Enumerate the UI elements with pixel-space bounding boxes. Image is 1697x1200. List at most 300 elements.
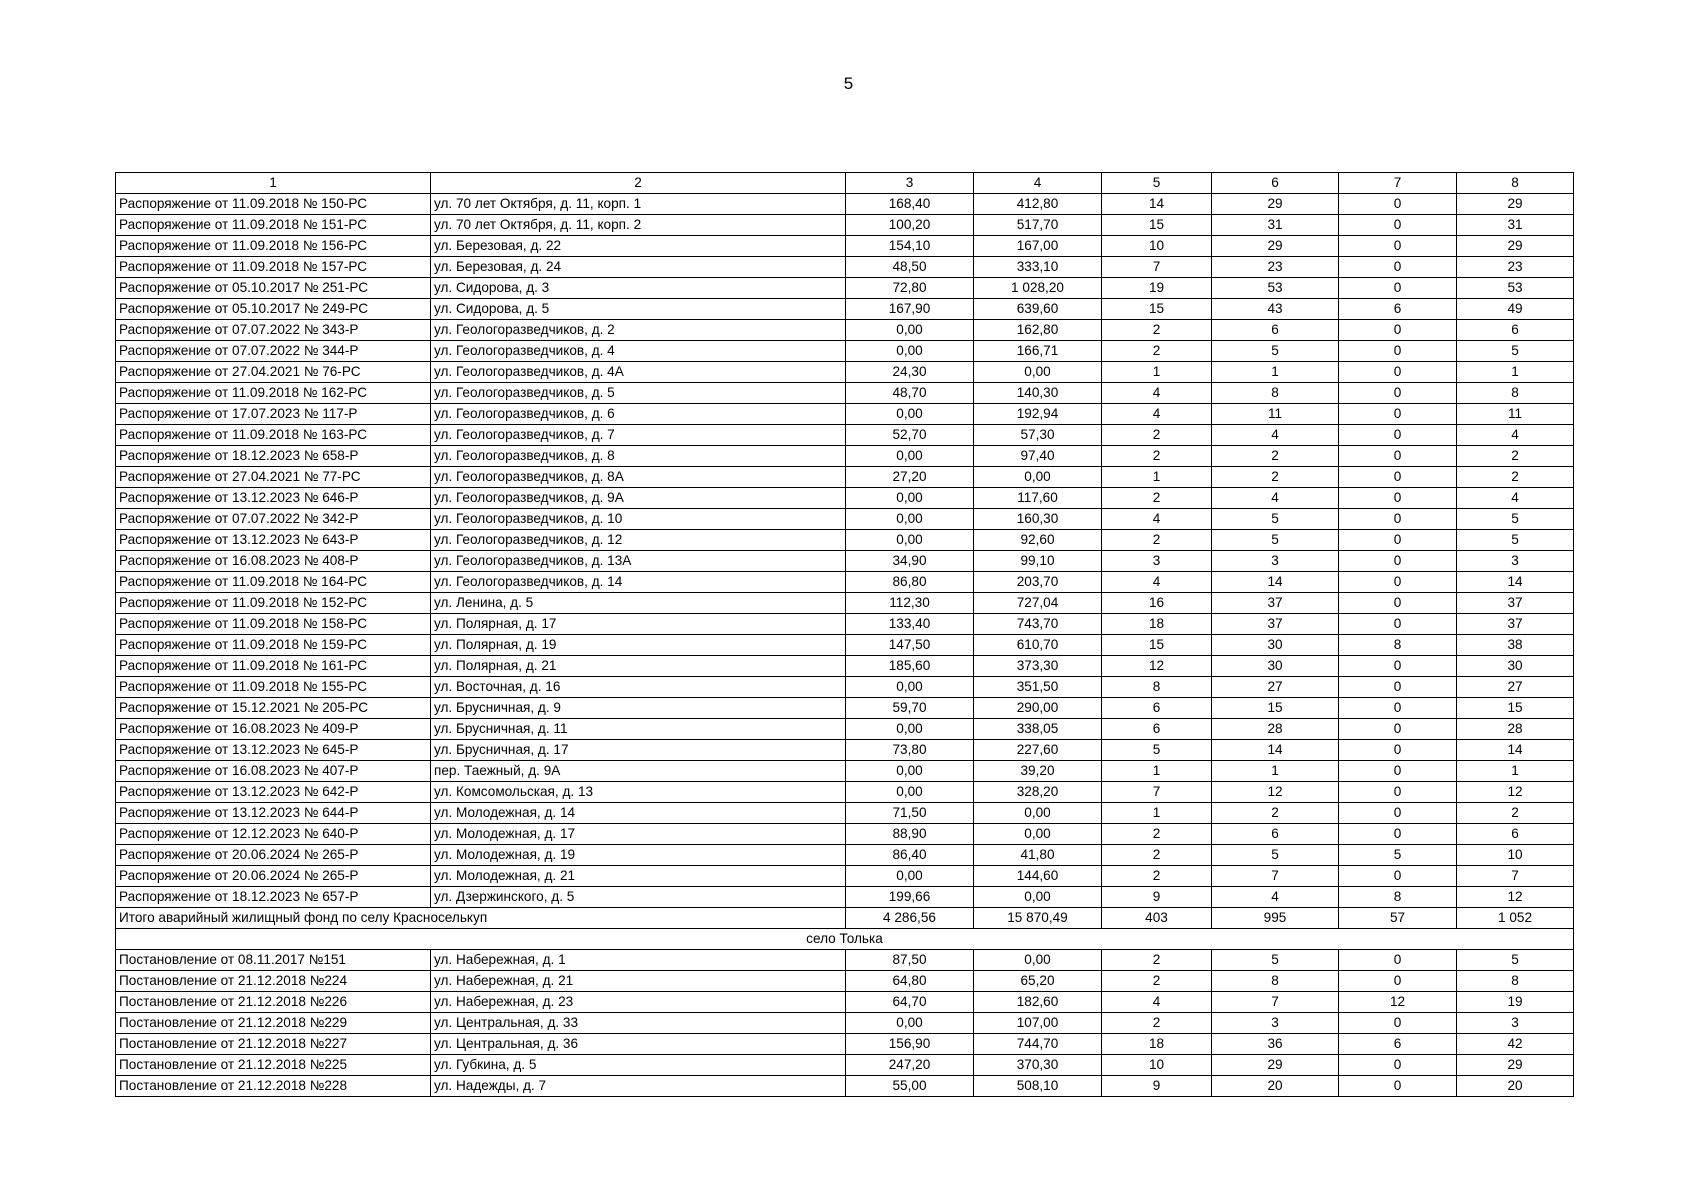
- address-cell: ул. Ленина, д. 5: [431, 593, 846, 614]
- value-cell: 160,30: [974, 509, 1102, 530]
- value-cell: 112,30: [846, 593, 974, 614]
- count-cell: 36: [1212, 1034, 1339, 1055]
- count-cell: 49: [1457, 299, 1574, 320]
- count-cell: 0: [1339, 278, 1457, 299]
- table-row: [116, 824, 1574, 845]
- value-cell: 140,30: [974, 383, 1102, 404]
- section-row: [116, 929, 1574, 950]
- count-cell: 0: [1339, 446, 1457, 467]
- table-row: [116, 782, 1574, 803]
- count-cell: 7: [1212, 866, 1339, 887]
- count-cell: 6: [1212, 320, 1339, 341]
- table-row: [116, 740, 1574, 761]
- count-cell: 6: [1457, 320, 1574, 341]
- value-cell: 192,94: [974, 404, 1102, 425]
- count-cell: 0: [1339, 341, 1457, 362]
- count-cell: 8: [1339, 635, 1457, 656]
- value-cell: 0,00: [846, 488, 974, 509]
- count-cell: 37: [1212, 614, 1339, 635]
- count-cell: 12: [1457, 887, 1574, 908]
- count-cell: 28: [1212, 719, 1339, 740]
- count-cell: 2: [1457, 446, 1574, 467]
- document-cell: Распоряжение от 11.09.2018 № 156-РС: [116, 236, 431, 257]
- count-cell: 15: [1457, 698, 1574, 719]
- value-cell: 744,70: [974, 1034, 1102, 1055]
- value-cell: 154,10: [846, 236, 974, 257]
- value-cell: 203,70: [974, 572, 1102, 593]
- document-cell: Распоряжение от 16.08.2023 № 407-Р: [116, 761, 431, 782]
- value-cell: 86,80: [846, 572, 974, 593]
- count-cell: 2: [1457, 803, 1574, 824]
- table-row: [116, 803, 1574, 824]
- section-title: село Толька: [116, 929, 1574, 950]
- count-cell: 6: [1212, 824, 1339, 845]
- value-cell: 64,70: [846, 992, 974, 1013]
- document-cell: Распоряжение от 18.12.2023 № 657-Р: [116, 887, 431, 908]
- count-cell: 0: [1339, 236, 1457, 257]
- value-cell: 0,00: [846, 761, 974, 782]
- document-cell: Распоряжение от 11.09.2018 № 157-РС: [116, 257, 431, 278]
- table-row: [116, 845, 1574, 866]
- count-cell: 2: [1102, 1013, 1212, 1034]
- document-cell: Распоряжение от 15.12.2021 № 205-РС: [116, 698, 431, 719]
- count-cell: 1: [1102, 362, 1212, 383]
- address-cell: ул. Березовая, д. 24: [431, 257, 846, 278]
- total-value: 4 286,56: [846, 908, 974, 929]
- value-cell: 227,60: [974, 740, 1102, 761]
- document-cell: Распоряжение от 11.09.2018 № 163-РС: [116, 425, 431, 446]
- document-cell: Распоряжение от 27.04.2021 № 77-РС: [116, 467, 431, 488]
- count-cell: 0: [1339, 1076, 1457, 1097]
- document-cell: Постановление от 21.12.2018 №229: [116, 1013, 431, 1034]
- table-row: [116, 551, 1574, 572]
- address-cell: ул. Набережная, д. 1: [431, 950, 846, 971]
- document-cell: Распоряжение от 13.12.2023 № 643-Р: [116, 530, 431, 551]
- count-cell: 2: [1212, 467, 1339, 488]
- table-row: [116, 446, 1574, 467]
- value-cell: 517,70: [974, 215, 1102, 236]
- count-cell: 5: [1212, 530, 1339, 551]
- count-cell: 8: [1339, 887, 1457, 908]
- address-cell: ул. Комсомольская, д. 13: [431, 782, 846, 803]
- count-cell: 8: [1457, 971, 1574, 992]
- column-number: 3: [846, 173, 974, 194]
- value-cell: 639,60: [974, 299, 1102, 320]
- count-cell: 6: [1339, 1034, 1457, 1055]
- address-cell: ул. Молодежная, д. 21: [431, 866, 846, 887]
- count-cell: 3: [1457, 551, 1574, 572]
- count-cell: 4: [1457, 488, 1574, 509]
- count-cell: 14: [1102, 194, 1212, 215]
- count-cell: 5: [1457, 950, 1574, 971]
- total-value: 1 052: [1457, 908, 1574, 929]
- count-cell: 0: [1339, 614, 1457, 635]
- count-cell: 38: [1457, 635, 1574, 656]
- value-cell: 133,40: [846, 614, 974, 635]
- document-cell: Постановление от 21.12.2018 №228: [116, 1076, 431, 1097]
- count-cell: 19: [1102, 278, 1212, 299]
- address-cell: ул. Геологоразведчиков, д. 8А: [431, 467, 846, 488]
- table-row: [116, 257, 1574, 278]
- count-cell: 2: [1212, 803, 1339, 824]
- value-cell: 97,40: [974, 446, 1102, 467]
- count-cell: 6: [1102, 719, 1212, 740]
- count-cell: 0: [1339, 320, 1457, 341]
- count-cell: 8: [1102, 677, 1212, 698]
- count-cell: 5: [1212, 845, 1339, 866]
- count-cell: 14: [1212, 740, 1339, 761]
- address-cell: ул. Молодежная, д. 17: [431, 824, 846, 845]
- count-cell: 53: [1457, 278, 1574, 299]
- address-cell: ул. Молодежная, д. 14: [431, 803, 846, 824]
- column-number: 7: [1339, 173, 1457, 194]
- value-cell: 107,00: [974, 1013, 1102, 1034]
- count-cell: 4: [1212, 887, 1339, 908]
- value-cell: 182,60: [974, 992, 1102, 1013]
- value-cell: 373,30: [974, 656, 1102, 677]
- value-cell: 167,90: [846, 299, 974, 320]
- value-cell: 147,50: [846, 635, 974, 656]
- address-cell: ул. Полярная, д. 17: [431, 614, 846, 635]
- count-cell: 30: [1457, 656, 1574, 677]
- document-cell: Постановление от 21.12.2018 №225: [116, 1055, 431, 1076]
- count-cell: 3: [1457, 1013, 1574, 1034]
- table-row: [116, 1055, 1574, 1076]
- address-cell: ул. Брусничная, д. 9: [431, 698, 846, 719]
- count-cell: 42: [1457, 1034, 1574, 1055]
- document-cell: Распоряжение от 07.07.2022 № 343-Р: [116, 320, 431, 341]
- value-cell: 185,60: [846, 656, 974, 677]
- count-cell: 8: [1212, 971, 1339, 992]
- address-cell: ул. Дзержинского, д. 5: [431, 887, 846, 908]
- document-cell: Распоряжение от 16.08.2023 № 408-Р: [116, 551, 431, 572]
- count-cell: 2: [1102, 488, 1212, 509]
- value-cell: 99,10: [974, 551, 1102, 572]
- column-number: 8: [1457, 173, 1574, 194]
- count-cell: 4: [1102, 572, 1212, 593]
- value-cell: 0,00: [846, 677, 974, 698]
- value-cell: 64,80: [846, 971, 974, 992]
- count-cell: 11: [1212, 404, 1339, 425]
- count-cell: 7: [1457, 866, 1574, 887]
- count-cell: 0: [1339, 572, 1457, 593]
- count-cell: 9: [1102, 887, 1212, 908]
- table-row: [116, 383, 1574, 404]
- table-row: [116, 761, 1574, 782]
- count-cell: 43: [1212, 299, 1339, 320]
- document-cell: Распоряжение от 17.07.2023 № 117-Р: [116, 404, 431, 425]
- table-row: [116, 887, 1574, 908]
- value-cell: 0,00: [974, 887, 1102, 908]
- address-cell: ул. Губкина, д. 5: [431, 1055, 846, 1076]
- count-cell: 0: [1339, 950, 1457, 971]
- value-cell: 92,60: [974, 530, 1102, 551]
- table-row: [116, 614, 1574, 635]
- count-cell: 20: [1212, 1076, 1339, 1097]
- count-cell: 0: [1339, 551, 1457, 572]
- value-cell: 0,00: [846, 782, 974, 803]
- count-cell: 1: [1102, 467, 1212, 488]
- table-row: [116, 362, 1574, 383]
- count-cell: 15: [1102, 215, 1212, 236]
- address-cell: ул. Набережная, д. 21: [431, 971, 846, 992]
- total-row: [116, 908, 1574, 929]
- table-row: [116, 656, 1574, 677]
- count-cell: 19: [1457, 992, 1574, 1013]
- document-cell: Распоряжение от 12.12.2023 № 640-Р: [116, 824, 431, 845]
- value-cell: 162,80: [974, 320, 1102, 341]
- count-cell: 0: [1339, 362, 1457, 383]
- table-row: [116, 530, 1574, 551]
- address-cell: ул. Геологоразведчиков, д. 7: [431, 425, 846, 446]
- value-cell: 0,00: [846, 509, 974, 530]
- value-cell: 328,20: [974, 782, 1102, 803]
- count-cell: 2: [1102, 530, 1212, 551]
- table-row: [116, 404, 1574, 425]
- count-cell: 4: [1457, 425, 1574, 446]
- count-cell: 1: [1457, 362, 1574, 383]
- value-cell: 39,20: [974, 761, 1102, 782]
- document-cell: Распоряжение от 20.06.2024 № 265-Р: [116, 866, 431, 887]
- document-cell: Распоряжение от 11.09.2018 № 151-РС: [116, 215, 431, 236]
- count-cell: 2: [1102, 950, 1212, 971]
- count-cell: 29: [1457, 236, 1574, 257]
- count-cell: 1: [1457, 761, 1574, 782]
- count-cell: 0: [1339, 194, 1457, 215]
- document-cell: Распоряжение от 11.09.2018 № 159-РС: [116, 635, 431, 656]
- table-row: [116, 1076, 1574, 1097]
- count-cell: 5: [1457, 341, 1574, 362]
- value-cell: 65,20: [974, 971, 1102, 992]
- total-value: 57: [1339, 908, 1457, 929]
- address-cell: ул. 70 лет Октября, д. 11, корп. 2: [431, 215, 846, 236]
- value-cell: 168,40: [846, 194, 974, 215]
- address-cell: ул. Геологоразведчиков, д. 5: [431, 383, 846, 404]
- value-cell: 72,80: [846, 278, 974, 299]
- count-cell: 0: [1339, 782, 1457, 803]
- document-cell: Постановление от 21.12.2018 №226: [116, 992, 431, 1013]
- count-cell: 1: [1212, 362, 1339, 383]
- housing-register-table: [115, 172, 1574, 1097]
- count-cell: 0: [1339, 656, 1457, 677]
- value-cell: 0,00: [846, 341, 974, 362]
- count-cell: 2: [1102, 971, 1212, 992]
- document-cell: Распоряжение от 07.07.2022 № 342-Р: [116, 509, 431, 530]
- count-cell: 8: [1457, 383, 1574, 404]
- value-cell: 370,30: [974, 1055, 1102, 1076]
- document-cell: Распоряжение от 11.09.2018 № 164-РС: [116, 572, 431, 593]
- count-cell: 27: [1457, 677, 1574, 698]
- value-cell: 0,00: [846, 446, 974, 467]
- value-cell: 57,30: [974, 425, 1102, 446]
- count-cell: 5: [1212, 950, 1339, 971]
- value-cell: 0,00: [846, 530, 974, 551]
- total-value: 995: [1212, 908, 1339, 929]
- table-row: [116, 593, 1574, 614]
- count-cell: 14: [1212, 572, 1339, 593]
- value-cell: 71,50: [846, 803, 974, 824]
- address-cell: ул. Геологоразведчиков, д. 2: [431, 320, 846, 341]
- table-row: [116, 677, 1574, 698]
- count-cell: 0: [1339, 593, 1457, 614]
- count-cell: 37: [1457, 593, 1574, 614]
- address-cell: ул. Геологоразведчиков, д. 13А: [431, 551, 846, 572]
- document-cell: Распоряжение от 07.07.2022 № 344-Р: [116, 341, 431, 362]
- column-number: 4: [974, 173, 1102, 194]
- count-cell: 0: [1339, 803, 1457, 824]
- count-cell: 4: [1102, 404, 1212, 425]
- count-cell: 0: [1339, 1055, 1457, 1076]
- address-cell: ул. Брусничная, д. 17: [431, 740, 846, 761]
- count-cell: 29: [1457, 194, 1574, 215]
- address-cell: ул. Набережная, д. 23: [431, 992, 846, 1013]
- document-cell: Распоряжение от 11.09.2018 № 152-РС: [116, 593, 431, 614]
- table-row: [116, 278, 1574, 299]
- count-cell: 2: [1212, 446, 1339, 467]
- count-cell: 14: [1457, 572, 1574, 593]
- count-cell: 28: [1457, 719, 1574, 740]
- table-row: [116, 992, 1574, 1013]
- count-cell: 1: [1212, 761, 1339, 782]
- value-cell: 41,80: [974, 845, 1102, 866]
- value-cell: 166,71: [974, 341, 1102, 362]
- column-number: 1: [116, 173, 431, 194]
- count-cell: 14: [1457, 740, 1574, 761]
- table-row: [116, 215, 1574, 236]
- address-cell: ул. Восточная, д. 16: [431, 677, 846, 698]
- count-cell: 31: [1212, 215, 1339, 236]
- value-cell: 247,20: [846, 1055, 974, 1076]
- count-cell: 0: [1339, 383, 1457, 404]
- count-cell: 18: [1102, 614, 1212, 635]
- value-cell: 87,50: [846, 950, 974, 971]
- column-number: 2: [431, 173, 846, 194]
- value-cell: 156,90: [846, 1034, 974, 1055]
- table-row: [116, 299, 1574, 320]
- document-cell: Распоряжение от 13.12.2023 № 645-Р: [116, 740, 431, 761]
- count-cell: 6: [1339, 299, 1457, 320]
- count-cell: 0: [1339, 488, 1457, 509]
- document-cell: Распоряжение от 11.09.2018 № 155-РС: [116, 677, 431, 698]
- table-row: [116, 866, 1574, 887]
- count-cell: 5: [1212, 341, 1339, 362]
- document-cell: Постановление от 08.11.2017 №151: [116, 950, 431, 971]
- table-row: [116, 509, 1574, 530]
- value-cell: 0,00: [974, 803, 1102, 824]
- count-cell: 6: [1102, 698, 1212, 719]
- count-cell: 2: [1102, 341, 1212, 362]
- value-cell: 338,05: [974, 719, 1102, 740]
- count-cell: 29: [1212, 1055, 1339, 1076]
- count-cell: 15: [1102, 635, 1212, 656]
- count-cell: 3: [1212, 551, 1339, 572]
- address-cell: ул. Центральная, д. 33: [431, 1013, 846, 1034]
- count-cell: 2: [1102, 320, 1212, 341]
- count-cell: 0: [1339, 425, 1457, 446]
- count-cell: 30: [1212, 635, 1339, 656]
- table-row: [116, 341, 1574, 362]
- count-cell: 0: [1339, 404, 1457, 425]
- count-cell: 11: [1457, 404, 1574, 425]
- count-cell: 0: [1339, 866, 1457, 887]
- value-cell: 199,66: [846, 887, 974, 908]
- document-cell: Распоряжение от 05.10.2017 № 251-РС: [116, 278, 431, 299]
- count-cell: 3: [1212, 1013, 1339, 1034]
- count-cell: 4: [1102, 992, 1212, 1013]
- count-cell: 0: [1339, 719, 1457, 740]
- count-cell: 27: [1212, 677, 1339, 698]
- count-cell: 12: [1457, 782, 1574, 803]
- count-cell: 0: [1339, 467, 1457, 488]
- count-cell: 23: [1457, 257, 1574, 278]
- address-cell: ул. Брусничная, д. 11: [431, 719, 846, 740]
- total-label: Итого аварийный жилищный фонд по селу Красноселькуп: [116, 908, 846, 929]
- address-cell: ул. Центральная, д. 36: [431, 1034, 846, 1055]
- document-cell: Распоряжение от 11.09.2018 № 150-РС: [116, 194, 431, 215]
- value-cell: 0,00: [974, 950, 1102, 971]
- value-cell: 0,00: [974, 362, 1102, 383]
- table-row: [116, 320, 1574, 341]
- table-row: [116, 971, 1574, 992]
- value-cell: 0,00: [974, 467, 1102, 488]
- count-cell: 6: [1457, 824, 1574, 845]
- value-cell: 59,70: [846, 698, 974, 719]
- count-cell: 2: [1457, 467, 1574, 488]
- count-cell: 12: [1102, 656, 1212, 677]
- address-cell: ул. Надежды, д. 7: [431, 1076, 846, 1097]
- table-row: [116, 194, 1574, 215]
- count-cell: 5: [1212, 509, 1339, 530]
- count-cell: 0: [1339, 1013, 1457, 1034]
- count-cell: 2: [1102, 425, 1212, 446]
- value-cell: 0,00: [846, 404, 974, 425]
- address-cell: пер. Таежный, д. 9А: [431, 761, 846, 782]
- address-cell: ул. Сидорова, д. 5: [431, 299, 846, 320]
- count-cell: 0: [1339, 740, 1457, 761]
- value-cell: 508,10: [974, 1076, 1102, 1097]
- value-cell: 117,60: [974, 488, 1102, 509]
- document-cell: Распоряжение от 11.09.2018 № 158-РС: [116, 614, 431, 635]
- column-number-row: [116, 173, 1574, 194]
- document-cell: Распоряжение от 27.04.2021 № 76-РС: [116, 362, 431, 383]
- document-cell: Постановление от 21.12.2018 №227: [116, 1034, 431, 1055]
- value-cell: 290,00: [974, 698, 1102, 719]
- value-cell: 333,10: [974, 257, 1102, 278]
- address-cell: ул. Геологоразведчиков, д. 9А: [431, 488, 846, 509]
- count-cell: 0: [1339, 257, 1457, 278]
- table-row: [116, 1034, 1574, 1055]
- address-cell: ул. Геологоразведчиков, д. 10: [431, 509, 846, 530]
- value-cell: 0,00: [846, 1013, 974, 1034]
- address-cell: ул. Геологоразведчиков, д. 8: [431, 446, 846, 467]
- count-cell: 0: [1339, 677, 1457, 698]
- value-cell: 88,90: [846, 824, 974, 845]
- address-cell: ул. Сидорова, д. 3: [431, 278, 846, 299]
- value-cell: 0,00: [974, 824, 1102, 845]
- count-cell: 1: [1102, 761, 1212, 782]
- address-cell: ул. Геологоразведчиков, д. 14: [431, 572, 846, 593]
- count-cell: 5: [1457, 509, 1574, 530]
- count-cell: 29: [1212, 194, 1339, 215]
- address-cell: ул. Полярная, д. 19: [431, 635, 846, 656]
- table-row: [116, 635, 1574, 656]
- table-body: [116, 173, 1574, 1097]
- value-cell: 351,50: [974, 677, 1102, 698]
- count-cell: 9: [1102, 1076, 1212, 1097]
- page-number: 5: [843, 74, 854, 93]
- count-cell: 16: [1102, 593, 1212, 614]
- document-cell: Распоряжение от 13.12.2023 № 646-Р: [116, 488, 431, 509]
